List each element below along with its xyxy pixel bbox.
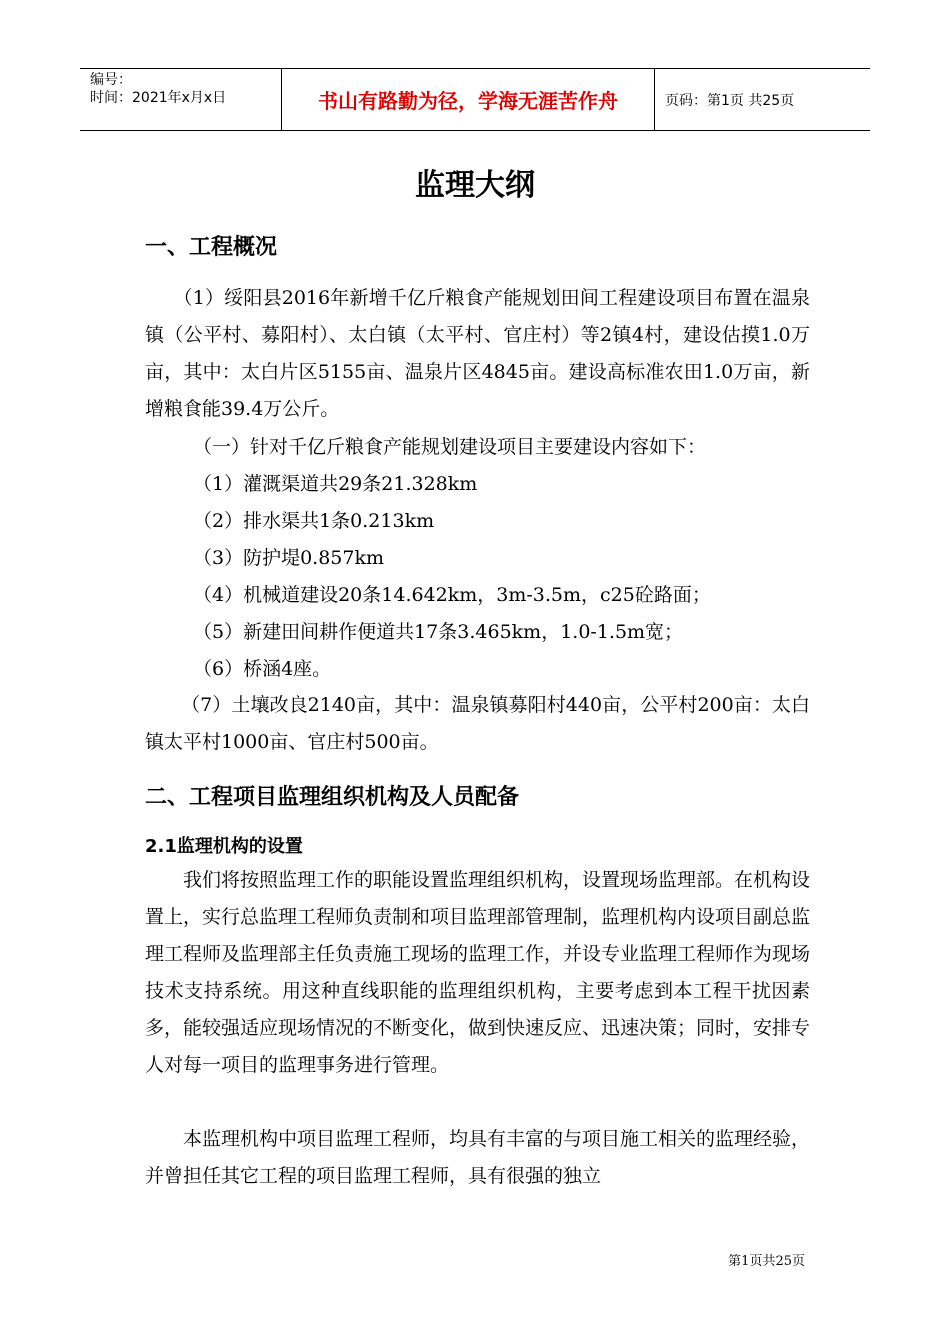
document-number-label: 编号： bbox=[90, 72, 132, 88]
document-date-label: 时间：2021年x月x日 bbox=[90, 90, 227, 106]
soil-improvement-paragraph: （7）土壤改良2140亩，其中：温泉镇募阳村440亩，公平村200亩：太白镇太平村1000亩、官庄村500亩。 bbox=[145, 694, 810, 753]
document-title: 监理大纲 bbox=[415, 168, 535, 203]
list-item: （3）防护堤0.857km bbox=[193, 547, 385, 569]
list-item: （1）灌溉渠道共29条21.328km bbox=[193, 473, 478, 495]
organization-paragraph: 我们将按照监理工作的职能设置监理组织机构，设置现场监理部。在机构设置上，实行总监理工程师负责制和项目监理部管理制，监理机构内设项目副总监理工程师及监理部主任负责施工现场的监理工作，并设专业监理工程师作为现场技术支持系统。用这种直线职能的监理组织机构，主要考虑到本工程干扰因素多，能较强适应现场情况的不断变化，做到快速反应、迅速决策；同时，安排专人对每一项目的监理事务进行管理。 bbox=[145, 869, 811, 1076]
header-motto: 书山有路勤为径，学海无涯苦作舟 bbox=[282, 69, 655, 130]
header-page-label: 页码：第1页 共25页 bbox=[665, 92, 795, 109]
list-item: （一）针对千亿斤粮食产能规划建设项目主要建设内容如下： bbox=[193, 436, 707, 458]
section-heading-overview: 一、工程概况 bbox=[145, 235, 278, 260]
list-item: （2）排水渠共1条0.213km bbox=[193, 510, 435, 532]
section-heading-organization: 二、工程项目监理组织机构及人员配备 bbox=[145, 785, 520, 810]
list-item: （6）桥涵4座。 bbox=[193, 658, 332, 680]
engineers-paragraph: 本监理机构中项目监理工程师，均具有丰富的与项目施工相关的监理经验，并曾担任其它工程的项目监理工程师，具有很强的独立 bbox=[145, 1128, 811, 1187]
header-table bbox=[80, 68, 870, 131]
list-item: （5）新建田间耕作便道共17条3.465km，1.0-1.5m宽； bbox=[193, 621, 684, 643]
subsection-heading: 2.1监理机构的设置 bbox=[145, 836, 303, 857]
page-footer: 第1页共25页 bbox=[728, 1254, 805, 1269]
overview-paragraph: （1）绥阳县2016年新增千亿斤粮食产能规划田间工程建设项目布置在温泉镇（公平村、募阳村）、太白镇（太平村、官庄村）等2镇4村，建设估摸1.0万亩，其中：太白片区5155亩、温泉片区4845亩。建设高标准农田1.0万亩，新增粮食能39.4万公斤。 bbox=[145, 287, 810, 420]
list-item: （4）机械道建设20条14.642km，3m-3.5m，c25砼路面； bbox=[193, 584, 711, 606]
header-info-cell bbox=[80, 69, 282, 130]
